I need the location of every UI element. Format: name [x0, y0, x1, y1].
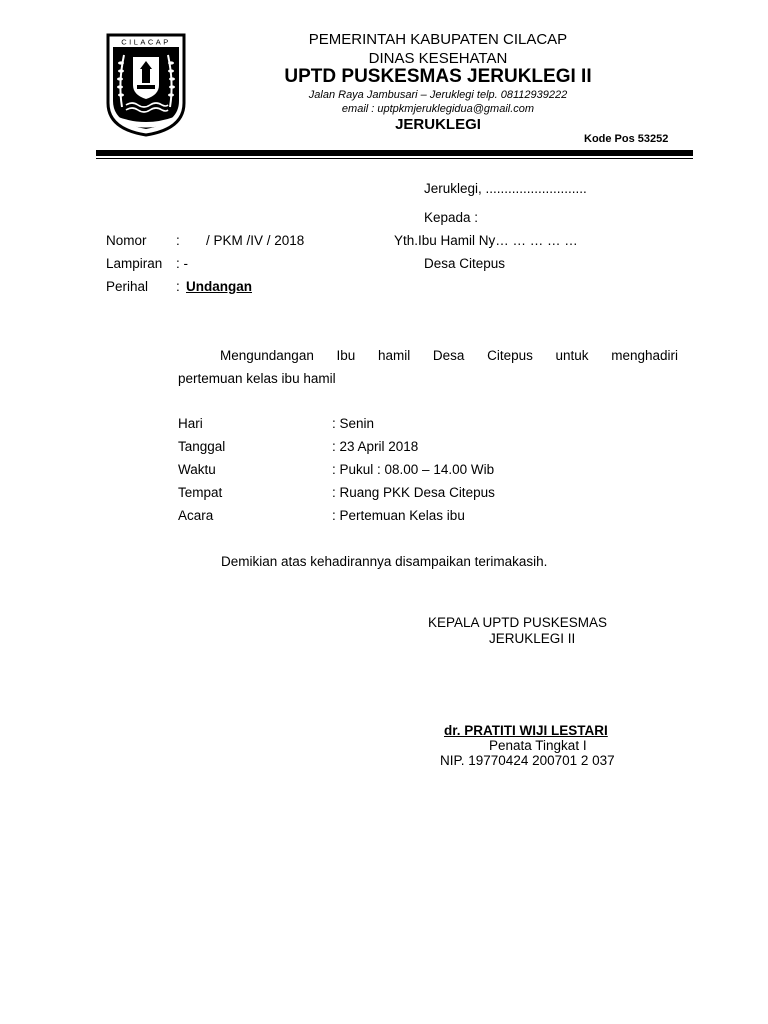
- detail-value-tanggal: : 23 April 2018: [332, 439, 419, 454]
- letterhead-postal-code: Kode Pos 53252: [584, 133, 669, 145]
- nomor-colon: :: [176, 233, 180, 248]
- recipient-yth: Yth.Ibu Hamil Ny… … … … …: [394, 233, 578, 248]
- perihal-label: Perihal: [106, 279, 149, 294]
- detail-value-tempat: : Ruang PKK Desa Citepus: [332, 485, 495, 500]
- letterhead-city: JERUKLEGI: [395, 116, 481, 133]
- letterhead-divider-thick: [96, 150, 693, 156]
- recipient-kepada: Kepada :: [424, 210, 479, 225]
- lampiran-label: Lampiran: [106, 256, 163, 271]
- signature-title-line1: KEPALA UPTD PUSKESMAS: [428, 615, 608, 630]
- cilacap-regency-emblem: [106, 33, 186, 137]
- signature-nip: NIP. 19770424 200701 2 037: [440, 753, 615, 768]
- letterhead-institution: UPTD PUSKESMAS JERUKLEGI II: [284, 66, 592, 87]
- detail-label-waktu: Waktu: [178, 462, 216, 477]
- letterhead-government: PEMERINTAH KABUPATEN CILACAP: [308, 31, 568, 48]
- closing-sentence: Demikian atas kehadirannya disampaikan terimakasih.: [221, 554, 548, 569]
- perihal-value: Undangan: [186, 279, 252, 294]
- detail-label-tanggal: Tanggal: [178, 439, 226, 454]
- detail-label-hari: Hari: [178, 416, 203, 431]
- signature-rank: Penata Tingkat I: [489, 738, 587, 753]
- lampiran-value: : -: [176, 256, 188, 271]
- letterhead-address: Jalan Raya Jambusari – Jeruklegi telp. 08112939222: [308, 89, 568, 101]
- perihal-colon: :: [176, 279, 180, 294]
- nomor-value: / PKM /IV / 2018: [206, 233, 305, 248]
- letterhead-divider-thin: [96, 158, 693, 159]
- signature-name: dr. PRATITI WIJI LESTARI: [444, 723, 608, 738]
- emblem-top-text: CILACAP: [121, 37, 171, 47]
- detail-label-acara: Acara: [178, 508, 214, 523]
- recipient-desa: Desa Citepus: [424, 256, 506, 271]
- detail-label-tempat: Tempat: [178, 485, 223, 500]
- letterhead-department: DINAS KESEHATAN: [368, 50, 508, 67]
- invitation-paragraph-line1: Mengundangan Ibu hamil Desa Citepus untuk menghadiri: [220, 348, 678, 363]
- detail-value-acara: : Pertemuan Kelas ibu: [332, 508, 465, 523]
- place-date: Jeruklegi, ...........................: [424, 181, 587, 196]
- detail-value-hari: : Senin: [332, 416, 375, 431]
- nomor-label: Nomor: [106, 233, 147, 248]
- detail-value-waktu: : Pukul : 08.00 – 14.00 Wib: [332, 462, 495, 477]
- letterhead-email: email : uptpkmjeruklegidua@gmail.com: [341, 103, 535, 115]
- signature-title-line2: JERUKLEGI II: [489, 631, 576, 646]
- invitation-paragraph-line2: pertemuan kelas ibu hamil: [178, 371, 336, 386]
